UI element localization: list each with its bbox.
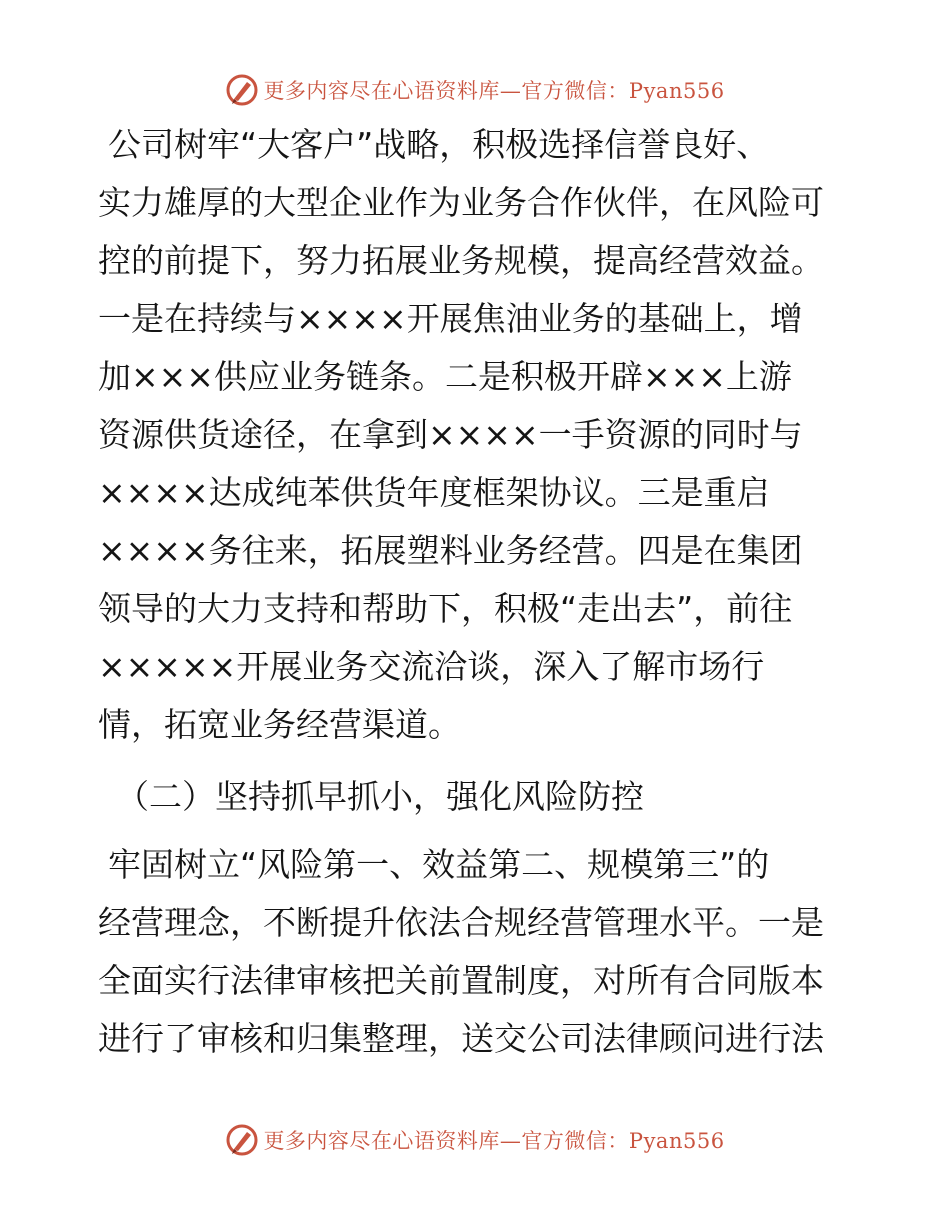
text-line: 一是在持续与××××开展焦油业务的基础上，增 (98, 299, 803, 338)
text-line: ×××××开展业务交流洽谈，深入了解市场行 (98, 647, 765, 686)
text-line: 公司树牢“大客户”战略，积极选择信誉良好、 (108, 125, 770, 164)
text-line: 资源供货途径，在拿到××××一手资源的同时与 (98, 415, 803, 454)
watermark-text: 更多内容尽在心语资料库—官方微信：Pyan556 (263, 79, 725, 103)
text-line: 牢固树立“风险第一、效益第二、规模第三”的 (108, 845, 770, 884)
section-heading: （二）坚持抓早抓小，强化风险防控 (116, 777, 644, 816)
text-line: 进行了审核和归集整理，送交公司法律顾问进行法 (98, 1019, 824, 1058)
pen-logo-icon (225, 1123, 259, 1157)
pen-logo-icon (225, 73, 259, 107)
text-line: 加×××供应业务链条。二是积极开辟×××上游 (98, 357, 792, 396)
watermark-text: 更多内容尽在心语资料库—官方微信：Pyan556 (263, 1129, 725, 1153)
text-line: 领导的大力支持和帮助下，积极“走出去”，前往 (98, 589, 793, 628)
document-body (98, 116, 858, 1068)
text-line: 经营理念，不断提升依法合规经营管理水平。一是 (98, 903, 824, 942)
text-line: ××××达成纯苯供货年度框架协议。三是重启 (98, 473, 770, 512)
header-watermark (0, 70, 950, 110)
text-line: 全面实行法律审核把关前置制度，对所有合同版本 (98, 961, 824, 1000)
text-line: 实力雄厚的大型企业作为业务合作伙伴，在风险可 (98, 183, 824, 222)
footer-watermark (0, 1120, 950, 1160)
text-line: ××××务往来，拓展塑料业务经营。四是在集团 (98, 531, 803, 570)
text-line: 控的前提下，努力拓展业务规模，提高经营效益。 (98, 241, 824, 280)
text-line: 情，拓宽业务经营渠道。 (98, 705, 461, 744)
